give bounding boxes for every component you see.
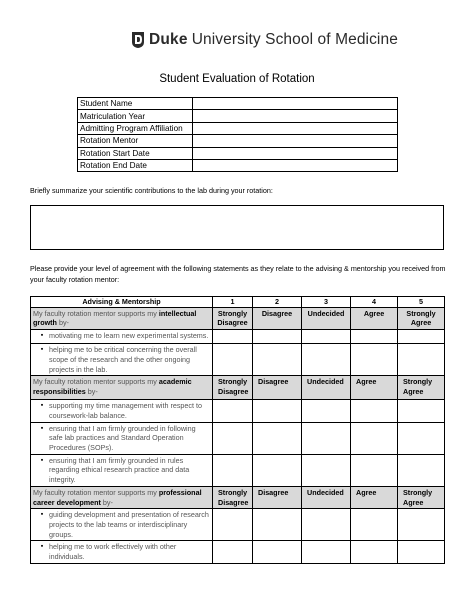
rating-cell-1[interactable] [213,422,253,454]
student-info-label: Rotation Start Date [78,147,193,159]
student-info-table [77,97,398,172]
scale-label: Disagree [253,376,302,400]
student-info-label: Admitting Program Affiliation [78,122,193,134]
section-statement-topic: academic responsibilities [33,377,192,396]
bullet-icon: ▪ [40,456,44,464]
statement-text-cell [31,454,213,486]
statement-row [31,541,445,563]
document-title: Student Evaluation of Rotation [159,73,315,85]
rating-cell-5[interactable] [398,400,445,422]
student-info-value-field[interactable] [193,110,398,122]
statement-text: guiding development and presentation of research projects to the lab teams or interdisciplinary groups. [49,510,209,539]
student-info-label: Matriculation Year [78,110,193,122]
section-header-row [31,486,445,508]
col-header-4: 4 [351,297,398,308]
rating-cell-3[interactable] [302,509,351,541]
statement-text: ensuring that I am firmly grounded in rules regarding ethical research practice and data integrity. [49,455,190,485]
scale-label: Undecided [302,307,351,329]
bullet-icon: ▪ [40,543,44,551]
scale-label: Undecided [302,376,351,400]
student-info-row [78,159,398,171]
rating-cell-3[interactable] [302,541,351,563]
scale-label: Strongly Agree [398,307,445,329]
student-info-value-field[interactable] [193,135,398,147]
brand-school: University School of Medicine [191,31,398,48]
statement-row [31,400,445,422]
statement-text-cell [31,509,213,541]
section-statement-suffix: by- [100,497,113,507]
rating-cell-4[interactable] [351,422,398,454]
statement-text-cell [31,400,213,422]
brand-duke: Duke [149,31,188,48]
col-header-5: 5 [398,297,445,308]
bullet-icon: ▪ [40,424,44,432]
student-info-row [78,135,398,147]
statement-text-cell [31,344,213,376]
statement-text-cell [31,541,213,563]
statement-row [31,344,445,376]
section-statement-prefix: My faculty rotation mentor supports my [33,308,159,318]
rating-cell-5[interactable] [398,422,445,454]
student-info-label: Student Name [78,98,193,110]
rating-cell-2[interactable] [253,330,302,344]
col-header-1: 1 [213,297,253,308]
duke-shield-icon [131,31,145,49]
rating-cell-2[interactable] [253,454,302,486]
student-info-value-field[interactable] [193,147,398,159]
rating-cell-1[interactable] [213,509,253,541]
section-statement-topic: intellectual growth [33,308,197,328]
scale-label: Disagree [253,307,302,329]
bullet-icon: ▪ [40,332,44,340]
student-info-value-field[interactable] [193,122,398,134]
statement-text-cell [31,422,213,454]
rating-cell-3[interactable] [302,454,351,486]
section-statement-prefix: My faculty rotation mentor supports my [33,377,159,387]
statement-text: helping me to work effectively with other individuals. [49,542,177,562]
scale-label: Strongly Disagree [213,486,253,508]
section-statement-topic: professional career development [33,487,202,507]
rating-cell-1[interactable] [213,344,253,376]
col-header-2: 2 [253,297,302,308]
duke-logo [131,29,398,51]
rating-cell-4[interactable] [351,541,398,563]
rating-cell-3[interactable] [302,330,351,344]
statement-row [31,330,445,344]
bullet-icon: ▪ [40,346,44,354]
rating-cell-3[interactable] [302,344,351,376]
summary-prompt: Briefly summarize your scientific contributions to the lab during your rotation: [30,186,273,195]
scale-label: Agree [351,486,398,508]
rating-cell-2[interactable] [253,541,302,563]
rating-cell-1[interactable] [213,541,253,563]
student-info-row [78,98,398,110]
statement-text: ensuring that I am firmly grounded in following safe lab practices and Standard Operation Procedures (SOPs). [49,423,196,453]
rating-cell-5[interactable] [398,541,445,563]
rating-cell-4[interactable] [351,454,398,486]
student-info-value-field[interactable] [193,98,398,110]
section-statement [31,307,213,329]
statement-row [31,454,445,486]
rating-cell-4[interactable] [351,509,398,541]
rating-cell-5[interactable] [398,454,445,486]
summary-textbox[interactable] [30,205,444,250]
rating-cell-3[interactable] [302,422,351,454]
scale-label: Strongly Agree [398,486,445,508]
section-header: Advising & Mentorship [31,297,213,308]
scale-label: Undecided [302,486,351,508]
rating-cell-5[interactable] [398,344,445,376]
student-info-label: Rotation Mentor [78,135,193,147]
rating-cell-4[interactable] [351,344,398,376]
rating-cell-5[interactable] [398,509,445,541]
section-statement [31,376,213,400]
student-info-row [78,147,398,159]
scale-label: Agree [351,376,398,400]
rating-cell-1[interactable] [213,454,253,486]
rating-cell-2[interactable] [253,344,302,376]
student-info-label: Rotation End Date [78,159,193,171]
scale-label: Strongly Agree [398,376,445,400]
agreement-intro: Please provide your level of agreement with the following statements as they relate to the advising & mentorship you received from your faculty rotation mentor: [30,264,446,284]
section-statement-prefix: My faculty rotation mentor supports my [33,487,159,497]
statement-text: motivating me to learn new experimental systems. [49,331,209,341]
student-info-value-field[interactable] [193,159,398,171]
rating-cell-4[interactable] [351,400,398,422]
statement-text: supporting my time management with respect to coursework-lab balance. [49,401,203,420]
section-statement-suffix: by- [56,318,69,328]
rating-cell-2[interactable] [253,422,302,454]
rating-cell-1[interactable] [213,330,253,344]
scale-label: Strongly Disagree [213,376,253,400]
rating-cell-2[interactable] [253,509,302,541]
rating-cell-5[interactable] [398,330,445,344]
scale-label: Strongly Disagree [213,307,253,329]
scale-label: Disagree [253,486,302,508]
statement-text-cell [31,330,213,344]
section-statement [31,486,213,508]
section-statement-suffix: by- [85,386,98,396]
rating-cell-2[interactable] [253,400,302,422]
bullet-icon: ▪ [40,402,44,410]
rating-cell-3[interactable] [302,400,351,422]
section-header-row [31,376,445,400]
statement-row [31,422,445,454]
scale-label: Agree [351,307,398,329]
student-info-row [78,122,398,134]
rating-cell-1[interactable] [213,400,253,422]
rating-table-header [31,297,445,308]
student-info-row [78,110,398,122]
col-header-3: 3 [302,297,351,308]
rating-cell-4[interactable] [351,330,398,344]
statement-text: helping me to be critical concerning the overall scope of the research and the other ongoing projects in the lab. [49,345,197,374]
section-header-row [31,307,445,329]
bullet-icon: ▪ [40,511,44,519]
mentorship-rating-table [30,296,445,564]
statement-row [31,509,445,541]
